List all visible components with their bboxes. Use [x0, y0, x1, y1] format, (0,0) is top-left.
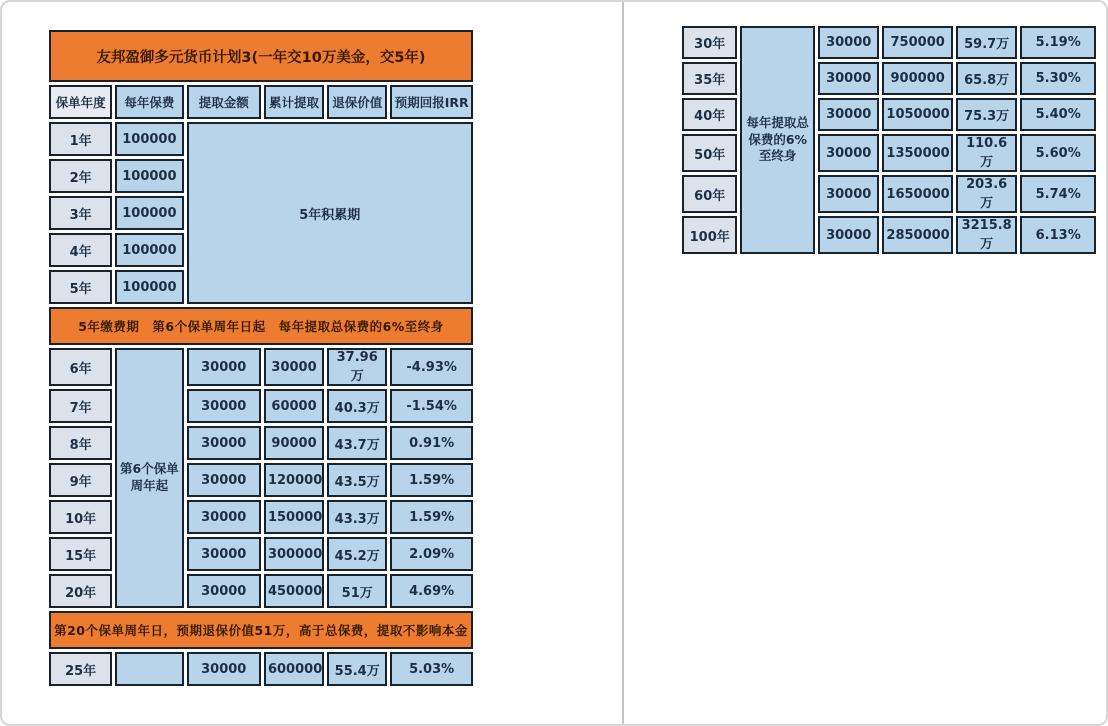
withdrawal-rule-banner: 5年缴费期 第6个保单周年日起 每年提取总保费的6%至终身 — [49, 307, 473, 345]
cumulative-cell: 600000 — [264, 652, 324, 686]
irr-cell: 5.40% — [1020, 98, 1096, 131]
table-row — [49, 652, 473, 686]
surrender-cell: 65.8万 — [956, 62, 1017, 95]
year-cell: 60年 — [682, 175, 737, 213]
surrender-cell: 203.6万 — [956, 175, 1017, 213]
surrender-cell: 75.3万 — [956, 98, 1017, 131]
cumulative-cell: 750000 — [882, 26, 953, 59]
column-header: 预期回报IRR — [390, 85, 473, 119]
table-row — [49, 30, 473, 82]
accumulation-period-note: 5年积累期 — [187, 122, 473, 304]
year-cell: 4年 — [49, 233, 112, 267]
withdraw-cell: 30000 — [187, 426, 261, 460]
table-row — [49, 307, 473, 345]
irr-cell: 1.59% — [390, 500, 473, 534]
table-row — [49, 611, 473, 649]
cumulative-cell: 30000 — [264, 348, 324, 386]
cumulative-cell: 90000 — [264, 426, 324, 460]
table-row — [49, 122, 473, 156]
withdraw-cell: 30000 — [187, 537, 261, 571]
withdraw-cell: 30000 — [818, 175, 879, 213]
plan-title: 友邦盈御多元货币计划3(一年交10万美金，交5年) — [49, 30, 473, 82]
table-row — [49, 537, 473, 571]
year-cell: 8年 — [49, 426, 112, 460]
withdraw-cell: 30000 — [187, 574, 261, 608]
withdrawal-start-note: 第6个保单周年起 — [115, 348, 183, 608]
year-cell: 3年 — [49, 196, 112, 230]
withdraw-cell: 30000 — [818, 134, 879, 172]
irr-cell: 5.30% — [1020, 62, 1096, 95]
surrender-cell: 51万 — [327, 574, 387, 608]
irr-cell: 5.03% — [390, 652, 473, 686]
year-cell: 10年 — [49, 500, 112, 534]
withdraw-cell: 30000 — [187, 389, 261, 423]
year-cell: 20年 — [49, 574, 112, 608]
year-cell: 25年 — [49, 652, 112, 686]
vertical-divider — [622, 2, 624, 726]
irr-cell: 5.74% — [1020, 175, 1096, 213]
irr-cell: 5.19% — [1020, 26, 1096, 59]
surrender-cell: 40.3万 — [327, 389, 387, 423]
year-cell: 40年 — [682, 98, 737, 131]
table-row — [49, 85, 473, 119]
cumulative-cell: 450000 — [264, 574, 324, 608]
surrender-cell: 55.4万 — [327, 652, 387, 686]
year-cell: 9年 — [49, 463, 112, 497]
irr-cell: 5.60% — [1020, 134, 1096, 172]
year-cell: 50年 — [682, 134, 737, 172]
table-row — [49, 574, 473, 608]
cumulative-cell: 300000 — [264, 537, 324, 571]
withdraw-cell: 30000 — [818, 98, 879, 131]
table-row — [49, 348, 473, 386]
policy-table-right — [679, 23, 1099, 257]
irr-cell: 4.69% — [390, 574, 473, 608]
withdraw-cell: 30000 — [187, 500, 261, 534]
cumulative-cell: 150000 — [264, 500, 324, 534]
empty-cell — [115, 652, 183, 686]
year-cell: 35年 — [682, 62, 737, 95]
policy-table-left — [46, 27, 476, 689]
lifetime-withdrawal-note: 每年提取总保费的6%至终身 — [740, 26, 815, 254]
surrender-cell: 43.5万 — [327, 463, 387, 497]
milestone-banner: 第20个保单周年日，预期退保价值51万，高于总保费，提取不影响本金 — [49, 611, 473, 649]
withdraw-cell: 30000 — [187, 463, 261, 497]
year-cell: 15年 — [49, 537, 112, 571]
cumulative-cell: 120000 — [264, 463, 324, 497]
table-row — [49, 500, 473, 534]
surrender-cell: 3215.8万 — [956, 216, 1017, 254]
withdraw-cell: 30000 — [818, 62, 879, 95]
year-cell: 6年 — [49, 348, 112, 386]
cumulative-cell: 2850000 — [882, 216, 953, 254]
irr-cell: 2.09% — [390, 537, 473, 571]
premium-cell: 100000 — [115, 233, 183, 267]
year-cell: 5年 — [49, 270, 112, 304]
premium-cell: 100000 — [115, 270, 183, 304]
table-row — [682, 26, 1096, 59]
table-row — [49, 426, 473, 460]
year-cell: 1年 — [49, 122, 112, 156]
cumulative-cell: 60000 — [264, 389, 324, 423]
irr-cell: -4.93% — [390, 348, 473, 386]
surrender-cell: 110.6万 — [956, 134, 1017, 172]
column-header: 保单年度 — [49, 85, 112, 119]
cumulative-cell: 900000 — [882, 62, 953, 95]
withdraw-cell: 30000 — [187, 348, 261, 386]
table-row — [49, 463, 473, 497]
withdraw-cell: 30000 — [187, 652, 261, 686]
irr-cell: 0.91% — [390, 426, 473, 460]
surrender-cell: 37.96万 — [327, 348, 387, 386]
surrender-cell: 43.7万 — [327, 426, 387, 460]
year-cell: 30年 — [682, 26, 737, 59]
year-cell: 7年 — [49, 389, 112, 423]
premium-cell: 100000 — [115, 196, 183, 230]
column-header: 累计提取 — [264, 85, 324, 119]
table-row — [49, 389, 473, 423]
surrender-cell: 45.2万 — [327, 537, 387, 571]
surrender-cell: 59.7万 — [956, 26, 1017, 59]
cumulative-cell: 1050000 — [882, 98, 953, 131]
premium-cell: 100000 — [115, 122, 183, 156]
column-header: 退保价值 — [327, 85, 387, 119]
withdraw-cell: 30000 — [818, 216, 879, 254]
irr-cell: 1.59% — [390, 463, 473, 497]
premium-cell: 100000 — [115, 159, 183, 193]
surrender-cell: 43.3万 — [327, 500, 387, 534]
cumulative-cell: 1350000 — [882, 134, 953, 172]
column-header: 每年保费 — [115, 85, 183, 119]
column-header: 提取金额 — [187, 85, 261, 119]
irr-cell: -1.54% — [390, 389, 473, 423]
withdraw-cell: 30000 — [818, 26, 879, 59]
cumulative-cell: 1650000 — [882, 175, 953, 213]
irr-cell: 6.13% — [1020, 216, 1096, 254]
year-cell: 100年 — [682, 216, 737, 254]
year-cell: 2年 — [49, 159, 112, 193]
